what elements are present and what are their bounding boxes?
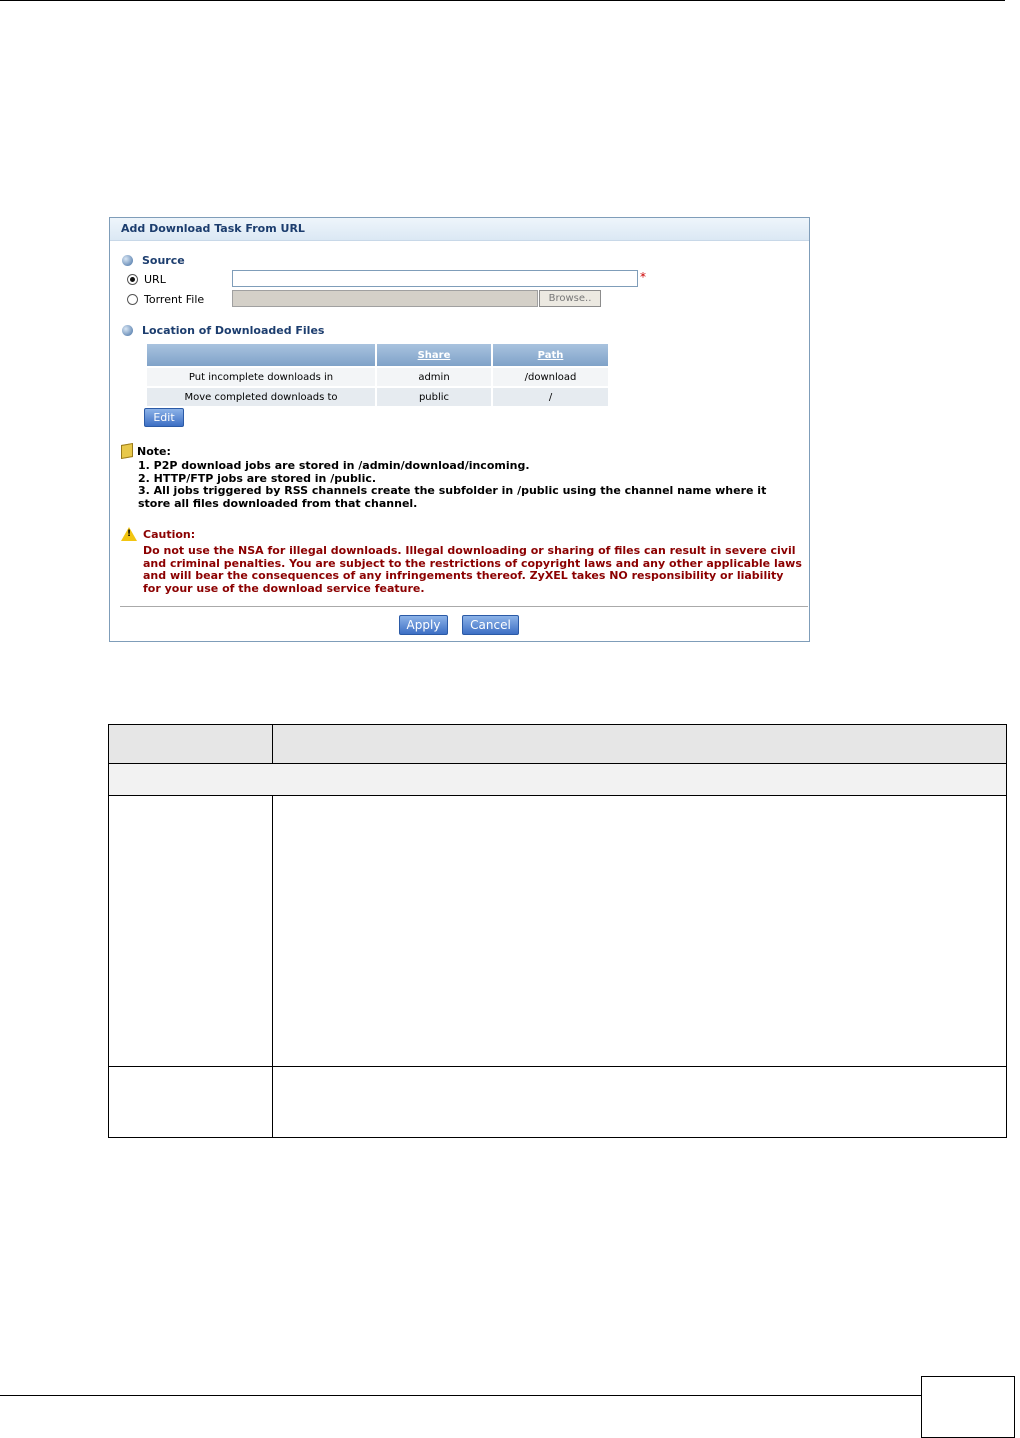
table-header-row <box>109 725 1007 764</box>
column-header-blank <box>147 344 375 366</box>
table-row <box>147 368 608 386</box>
page-number-box <box>921 1376 1015 1438</box>
row-path: /download <box>493 368 608 386</box>
row-label: Put incomplete downloads in <box>147 368 375 386</box>
add-download-task-panel <box>109 217 810 642</box>
table-header-cell <box>109 725 273 764</box>
note-icon <box>121 443 133 459</box>
table-cell-label <box>109 1067 273 1138</box>
location-heading-label: Location of Downloaded Files <box>142 324 325 337</box>
location-table <box>145 342 610 408</box>
header-rule <box>0 0 1005 1</box>
note-line: 2. HTTP/FTP jobs are stored in /public. <box>138 471 377 485</box>
row-share: public <box>377 388 491 406</box>
url-label: URL <box>144 273 166 286</box>
table-header-row <box>147 344 608 366</box>
table-cell-description <box>273 1067 1007 1138</box>
row-path: / <box>493 388 608 406</box>
torrent-file-input[interactable] <box>232 290 538 307</box>
row-label: Move completed downloads to <box>147 388 375 406</box>
url-input[interactable] <box>232 270 638 287</box>
table-section-row <box>109 764 1007 796</box>
table-cell-description <box>273 796 1007 1067</box>
url-option[interactable] <box>127 273 166 286</box>
note-line: 3. All jobs triggered by RSS channels create the subfolder in /public using the channel name where it <box>138 484 767 497</box>
browse-button[interactable]: Browse.. <box>539 290 601 307</box>
required-mark: * <box>640 270 646 284</box>
source-heading-label: Source <box>142 254 185 267</box>
warning-icon <box>121 527 137 541</box>
note-title: Note: <box>137 444 171 458</box>
table-row <box>109 1067 1007 1138</box>
table-section-cell <box>109 764 1007 796</box>
note-list <box>138 460 798 510</box>
section-bullet-icon <box>122 255 133 266</box>
caution-title: Caution: <box>143 527 196 541</box>
cancel-button[interactable]: Cancel <box>462 615 519 635</box>
torrent-radio[interactable] <box>127 294 138 305</box>
panel-title: Add Download Task From URL <box>110 218 809 241</box>
location-heading <box>122 324 324 337</box>
note-line: store all files downloaded from that channel. <box>138 496 418 510</box>
caution-heading <box>121 527 195 541</box>
caution-text: Do not use the NSA for illegal downloads. Illegal downloading or sharing of files can result in severe civil and criminal penalties. You are subject to the restrictions of copyright laws and any other applicable laws and will bear the consequences of any infringements thereof. ZyXEL takes NO responsibility or liability for your use of the download service feature. <box>143 544 802 595</box>
table-header-cell <box>273 725 1007 764</box>
apply-button[interactable]: Apply <box>399 615 448 635</box>
edit-button[interactable]: Edit <box>144 408 184 427</box>
note-heading <box>121 444 171 458</box>
table-row <box>109 796 1007 1067</box>
row-share: admin <box>377 368 491 386</box>
table-row <box>147 388 608 406</box>
torrent-option[interactable] <box>127 293 204 306</box>
note-line: 1. P2P download jobs are stored in /admin/download/incoming. <box>138 459 530 472</box>
torrent-label: Torrent File <box>144 293 205 306</box>
url-radio[interactable] <box>127 274 138 285</box>
section-bullet-icon <box>122 325 133 336</box>
table-cell-label <box>109 796 273 1067</box>
source-heading <box>122 254 185 267</box>
column-header-share[interactable]: Share <box>377 344 491 366</box>
footer-rule <box>0 1395 1005 1396</box>
description-table <box>108 724 1007 1138</box>
column-header-path[interactable]: Path <box>493 344 608 366</box>
divider <box>120 606 808 607</box>
